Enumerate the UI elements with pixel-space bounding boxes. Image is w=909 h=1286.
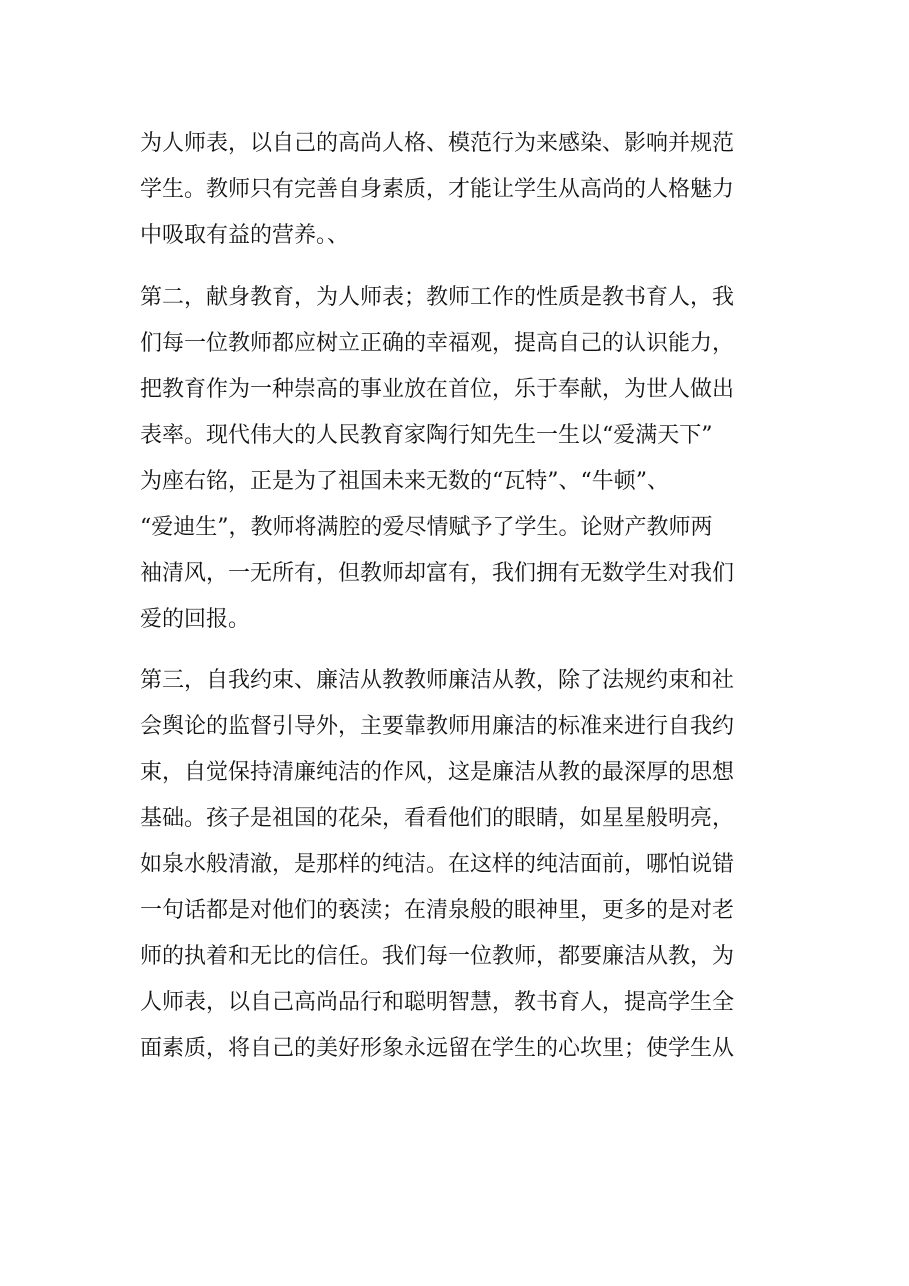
text-line: “爱迪生”，教师将满腔的爱尽情赋予了学生。论财产教师两	[140, 515, 713, 540]
text-line: 为人师表，以自己的高尚人格、模范行为来感染、影响并规范	[140, 131, 735, 156]
text-line: 袖清风，一无所有，但教师却富有，我们拥有无数学生对我们	[140, 561, 735, 586]
text-line: 基础。孩子是祖国的花朵，看看他们的眼睛，如星星般明亮，	[140, 806, 735, 831]
text-line: 一句话都是对他们的亵渎；在清泉般的眼神里，更多的是对老	[140, 898, 735, 923]
text-line: 师的执着和无比的信任。我们每一位教师，都要廉洁从教，为	[140, 944, 735, 969]
text-line: 第二，献身教育，为人师表；教师工作的性质是教书育人，我	[140, 285, 735, 310]
text-line: 第三，自我约束、廉洁从教教师廉洁从教，除了法规约束和社	[140, 668, 735, 693]
text-line: 爱的回报。	[140, 607, 251, 632]
text-line: 束，自觉保持清廉纯洁的作风，这是廉洁从教的最深厚的思想	[140, 760, 735, 785]
text-line: 们每一位教师都应树立正确的幸福观，提高自己的认识能力，	[140, 331, 735, 356]
text-line: 学生。教师只有完善自身素质，才能让学生从高尚的人格魅力	[140, 177, 735, 202]
text-line: 如泉水般清澈，是那样的纯洁。在这样的纯洁面前，哪怕说错	[140, 852, 735, 877]
text-line: 表率。现代伟大的人民教育家陶行知先生一生以“爱满天下”	[140, 423, 713, 448]
paragraph-1	[140, 121, 780, 259]
text-line: 中吸取有益的营养。、	[140, 223, 350, 248]
text-line: 把教育作为一种崇高的事业放在首位，乐于奉献，为世人做出	[140, 377, 735, 402]
text-line: 为座右铭，正是为了祖国未来无数的“瓦特”、“牛顿”、	[140, 469, 669, 494]
text-line: 会舆论的监督引导外，主要靠教师用廉洁的标准来进行自我约	[140, 714, 735, 739]
paragraph-3	[140, 658, 780, 1072]
text-line: 人师表，以自己高尚品行和聪明智慧，教书育人，提高学生全	[140, 990, 735, 1015]
text-line: 面素质，将自己的美好形象永远留在学生的心坎里；使学生从	[140, 1036, 735, 1061]
paragraph-2	[140, 275, 780, 643]
